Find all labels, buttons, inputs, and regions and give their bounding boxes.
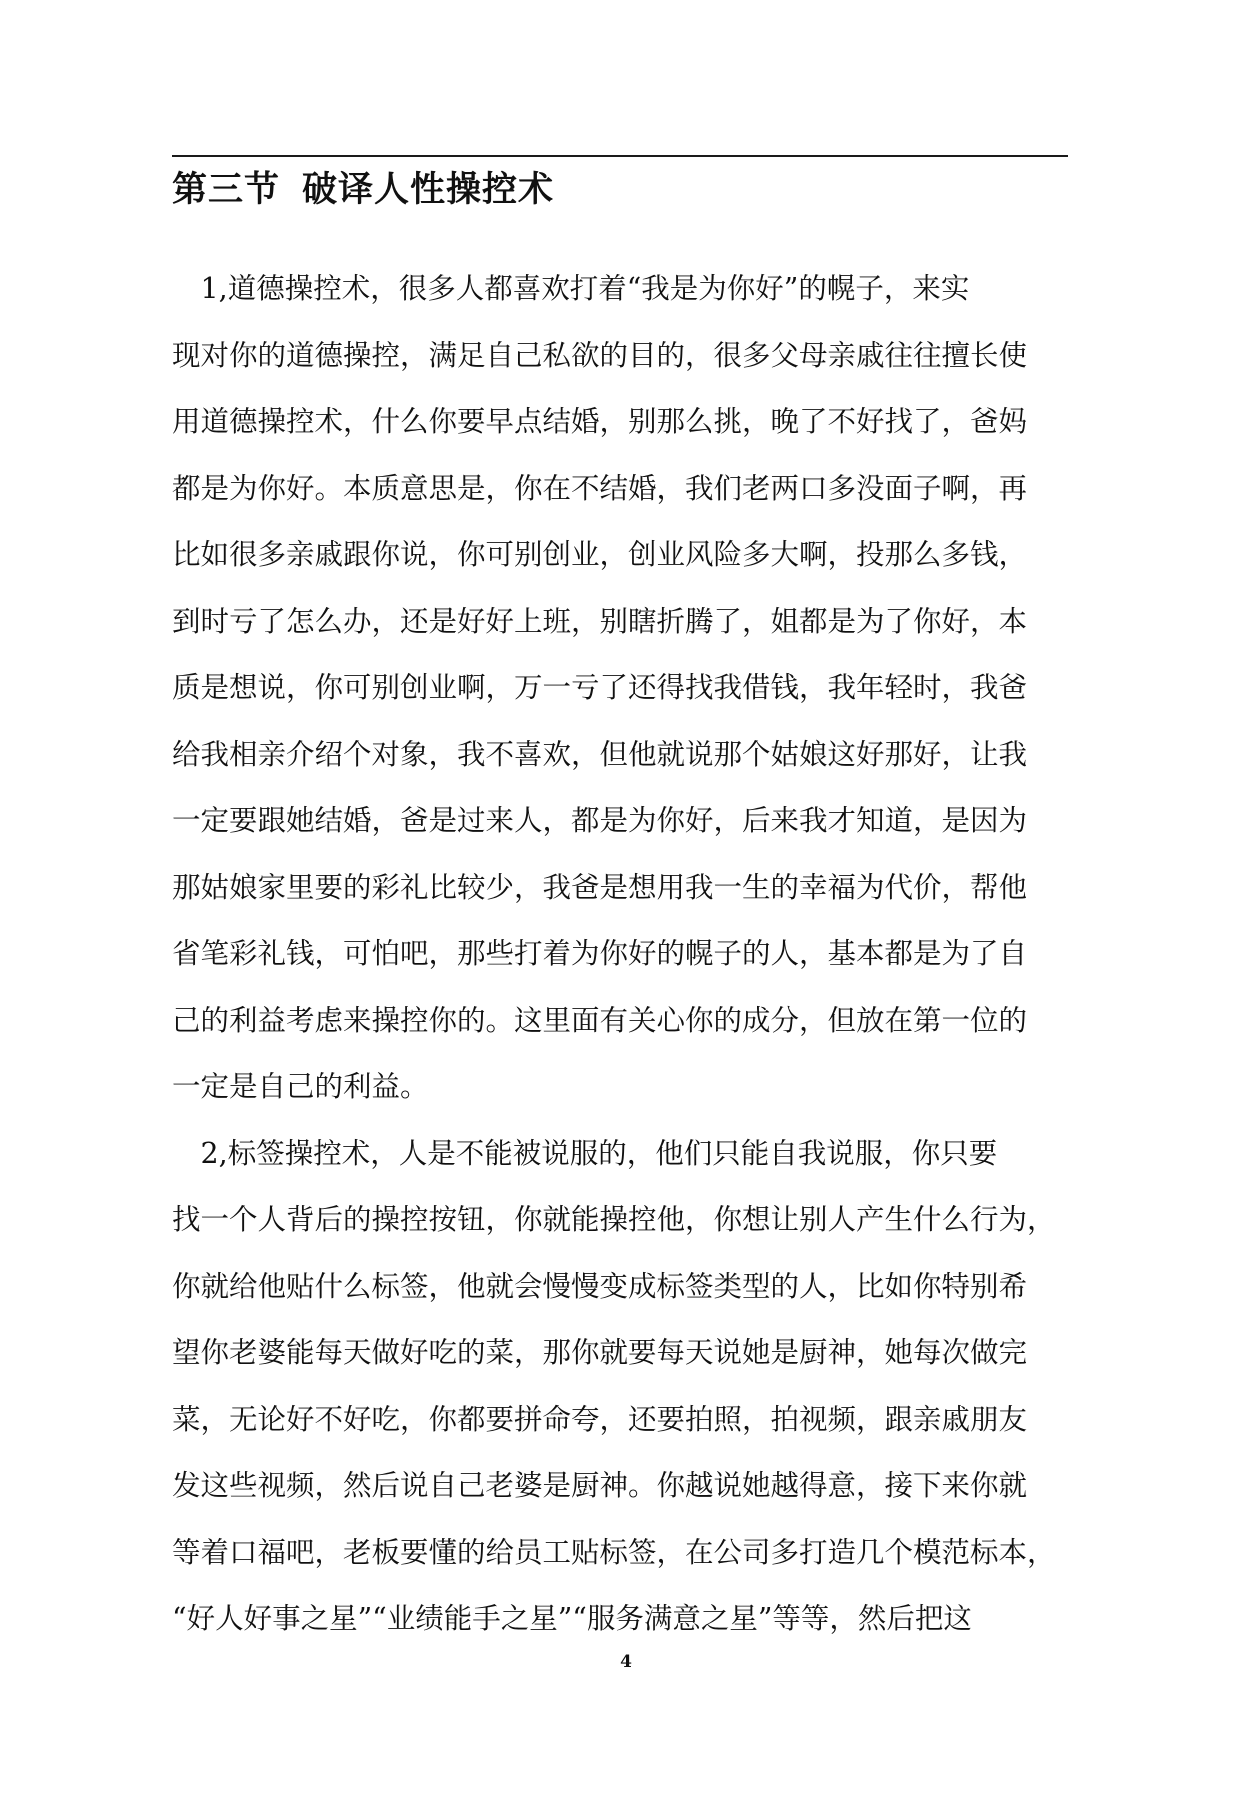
section-number: 第三节 — [172, 170, 281, 210]
text-line: 比如很多亲戚跟你说，你可别创业，创业风险多大啊，投那么多钱， — [172, 538, 1028, 571]
text-line: 那姑娘家里要的彩礼比较少，我爸是想用我一生的幸福为代价，帮他 — [172, 870, 1028, 904]
text-line: 找一个人背后的操控按钮，你就能操控他，你想让别人产生什么行为， — [172, 1203, 1056, 1236]
text-line: “好人好事之星”“业绩能手之星”“服务满意之星”等等，然后把这 — [172, 1602, 972, 1635]
text-line: 一定是自己的利益。 — [172, 1070, 429, 1103]
section-title: 破译人性操控术 — [302, 170, 555, 210]
text-line: 1,道德操控术，很多人都喜欢打着“我是为你好”的幌子，来实 — [172, 272, 970, 305]
text-line: 都是为你好。本质意思是，你在不结婚，我们老两口多没面子啊，再 — [172, 471, 1028, 505]
text-line: 质是想说，你可别创业啊，万一亏了还得找我借钱，我年轻时，我爸 — [172, 671, 1028, 704]
page-number: 4 — [620, 1652, 632, 1672]
text-line: 等着口福吧，老板要懂的给员工贴标签，在公司多打造几个模范标本， — [172, 1535, 1056, 1569]
text-line: 你就给他贴什么标签，他就会慢慢变成标签类型的人，比如你特别希 — [172, 1269, 1028, 1303]
text-line: 望你老婆能每天做好吃的菜，那你就要每天说她是厨神，她每次做完 — [172, 1336, 1028, 1369]
text-line: 到时亏了怎么办，还是好好上班，别瞎折腾了，姐都是为了你好，本 — [172, 604, 1028, 638]
text-line: 己的利益考虑来操控你的。这里面有关心你的成分，但放在第一位的 — [172, 1003, 1028, 1037]
text-line: 现对你的道德操控，满足自己私欲的目的，很多父母亲戚往往擅长使 — [172, 338, 1028, 372]
text-line: 用道德操控术，什么你要早点结婚，别那么挑，晚了不好找了，爸妈 — [172, 405, 1028, 438]
body-text — [172, 256, 1068, 1653]
text-line: 一定要跟她结婚，爸是过来人，都是为你好，后来我才知道，是因为 — [172, 804, 1028, 837]
text-line: 2,标签操控术，人是不能被说服的，他们只能自我说服，你只要 — [172, 1136, 998, 1170]
header-rule — [172, 155, 1068, 157]
text-line: 发这些视频，然后说自己老婆是厨神。你越说她越得意，接下来你就 — [172, 1469, 1028, 1502]
text-line: 给我相亲介绍个对象，我不喜欢，但他就说那个姑娘这好那好，让我 — [172, 737, 1028, 771]
text-line: 菜，无论好不好吃，你都要拼命夸，还要拍照，拍视频，跟亲戚朋友 — [172, 1402, 1028, 1436]
text-line: 省笔彩礼钱，可怕吧，那些打着为你好的幌子的人，基本都是为了自 — [172, 937, 1028, 970]
section-heading — [172, 166, 554, 214]
